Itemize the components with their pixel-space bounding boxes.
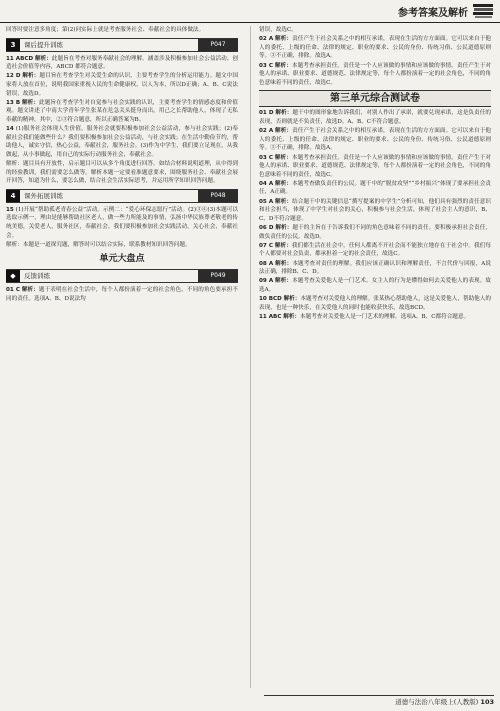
answer-03 <box>259 62 491 88</box>
answer-number: 05 A <box>259 198 274 205</box>
answer-text: 结合题干中的关键信息“撰写提案的中学生”分析可知，他们具有强烈的责任意识和社会担当，体现了中学生对社会的关心，积极参与社会生活，体现了社会主人的意识，B、C、D不符合题意。 <box>259 198 491 222</box>
answer-number: 15 <box>6 206 14 213</box>
section-badge-icon: ◆ <box>6 270 20 282</box>
test-answer-08 <box>259 260 491 277</box>
unit3-test-title: 第三单元综合测试卷 <box>259 90 491 107</box>
page-header <box>0 0 500 23</box>
section-badge: 3 <box>6 39 20 51</box>
answer-number: 11 ABCD <box>6 55 34 62</box>
answer-01 <box>6 286 238 303</box>
analysis-label: 解析： <box>275 198 293 205</box>
section-title: 课外拓展训练 <box>24 191 63 200</box>
analysis-label: 解析： <box>275 128 293 135</box>
analysis-label: 解析： <box>275 180 293 187</box>
analysis-label: 解析： <box>283 296 301 303</box>
test-answer-09 <box>259 277 491 294</box>
test-answer-02 <box>259 127 491 153</box>
section-header-extension <box>6 189 238 203</box>
test-answer-01 <box>259 109 491 126</box>
book-stack-icon <box>472 2 494 19</box>
answer-number: 02 A <box>259 128 274 135</box>
analysis-label: 解析： <box>22 73 40 80</box>
analysis-label: 解析： <box>274 154 292 161</box>
answer-number: 01 D <box>259 110 274 117</box>
answer-text: 题干的主旨在于告诉我们不同的角色意味着不同的责任。要积极承担社会责任，做负责任的公民。故选D。 <box>259 225 492 240</box>
answer-number: 10 BCD <box>259 296 282 303</box>
answer-number: 01 C <box>6 287 20 294</box>
answer-text: 题干表明在社会生活中，每个人都扮演着一定的社会角色，不同的角色要承担不同的责任。选项A、B、D说法均 <box>6 287 238 303</box>
answer-text: 责任产生于社会关系之中的相互承诺，表现在生活的方方面面。它可以来自于他人的委托、上级的任命、法律的规定、职业的要求、公民的身份、传统习俗、公民道德原则等。③不正确，排除。故选A。 <box>259 36 491 60</box>
answer-11 <box>6 55 238 72</box>
unit-summary-title: 单元大盘点 <box>99 254 145 265</box>
answer-number: 14 <box>6 126 14 133</box>
test-answer-07 <box>259 242 491 259</box>
answer-number: 11 ABC <box>259 313 282 320</box>
answer-number: 04 A <box>259 180 274 187</box>
left-column <box>6 26 238 304</box>
answer-text: 我们都生活在社会中，任何人都离不开社会而不能独立地存在于社会中。我们每个人都要对社会负责，都承担着一定的社会责任，故选C。 <box>259 242 491 258</box>
section-header-feedback <box>6 269 238 283</box>
analysis-label: 解析： <box>283 313 301 320</box>
analysis-label: 解析： <box>21 99 40 106</box>
analysis-label: 解析： <box>274 62 292 69</box>
answer-text: (1)服务社会体现人生价值，服务社会就要积极参加社会公益活动，参与社会实践；(2)奉献社会我们能做些什么？我们要积极参加社会公益活动，与社会实践；在生活中勤俭节约，帮助他人，诚实守信，热心公益，奉献社会，服务社会。(3)作为中学生，我们要立足现在，从我做起，从小事做起，用自己的实际行动服务社会，奉献社会。 <box>6 126 238 158</box>
test-answer-05 <box>259 198 491 224</box>
answer-14 <box>6 125 238 159</box>
answer-text: 责任产生于社会关系之中的相互承诺，表现在生活的方方面面。它可以来自于他人的委托、上级的任命、法律的规定、职业的要求、公民的身份、传统习俗、公民道德原则等。③不正确，排除。故选A。 <box>259 128 491 152</box>
section-title: 课后提升训练 <box>24 40 63 49</box>
answer-02 <box>259 35 491 61</box>
section-badge: 4 <box>6 190 20 202</box>
analysis-label: 解析： <box>275 278 293 285</box>
analysis-label: 解析： <box>275 36 293 43</box>
analysis-label: 解析： <box>275 260 293 267</box>
answer-number: 06 D <box>259 225 274 232</box>
continuation-text: 错误，故选C。 <box>259 27 297 33</box>
test-answer-06 <box>259 224 491 241</box>
answer-number: 12 D <box>6 73 21 80</box>
analysis-label: 解析： <box>275 225 293 232</box>
answer-14-analysis: 解析：题目具有开放性，启示题目可以从多个角度进行回答。如结合材料说明道理，从中得到的经验教训，我们需要怎么做等。解析本题一定要看准题意要求，围绕服务社会、奉献社会展开回答，知道为什么，要怎么做，结合社会生活实际思考，并运用所学知识回答问题。 <box>6 161 238 185</box>
answer-number: 13 B <box>6 99 21 106</box>
answer-12 <box>6 72 238 98</box>
answer-text: 本题考查对关爱他人的理解。张某热心帮助他人，这是关爱他人，帮助他人的表现，也是一种快乐，在关爱他人的同时也能收获快乐，故选BCD。 <box>259 296 491 311</box>
answer-13 <box>6 99 238 125</box>
answer-text: 此题旨在考查学生对自觉参与社会实践的认识，主要考查学生的情感态度和价值观。题文讲述了中南大学青年学生张某在危急关头挺身而出，用己之长帮助他人，体现了无私奉献的精神，其中，②③符合题意，所以正确答案为B。 <box>6 99 238 123</box>
answer-text: 本题考查对责任的理解。我们应该正确认识和理解责任，不言代价与回报，A说法正确，排除B、C、D。 <box>259 260 492 276</box>
footer-book-label: 道德与法治八年级上(人教版) <box>395 698 479 706</box>
answer-text: 本题考查对关爱他人是一门艺术的理解。选项A、B、C都符合题意。 <box>300 313 470 320</box>
test-answer-03 <box>259 154 491 180</box>
answer-15 <box>6 206 238 240</box>
section-header-after-class <box>6 38 238 52</box>
analysis-label: 解析： <box>275 110 293 117</box>
answer-number: 09 A <box>259 278 274 285</box>
answer-number: 07 C <box>259 242 273 249</box>
header-title: 参考答案及解析 <box>398 8 468 19</box>
answer-text: (1)开展“帮助孤老青春公益”活动。示例二：“爱心环保志愿行”活动。(2)③④(3)本题可以选取示例一，理由是能够帮助社区老人，做一些力所能及的事情，弘扬中华民族尊老敬老的传统美德，关爱老人，服务社区，奉献社会。我们要积极参加社会实践活动，关心社会，奉献社会。 <box>6 206 238 239</box>
answer-text: 本题考查承担责任。责任是一个人应该做的事情和应该做的事情。责任产生于对他人的承诺、职业要求、道德规范、法律规定等，每个人都扮演着一定的社会角色，不同的角色意味着不同的责任，故选C。 <box>259 154 491 178</box>
answer-text: 本题考查承担责任。责任是一个人应该做的事情和应该做的事情。责任产生于对他人的承诺、职业要求、道德规范、法律规定等，每个人都扮演着一定的社会角色，不同的角色意味着不同的责任，故选C。 <box>259 62 491 86</box>
answer-number: 03 C <box>259 62 273 69</box>
section-page-ref: P047 <box>198 39 238 51</box>
answer-text: 题干中的图形象地告诉我们，对别人作出了承诺，就要兑现承诺，这是负责任的表现，否则就是不负责任，故选D。A、B、C不符合题意。 <box>259 110 492 125</box>
section-page-ref: P049 <box>198 270 238 282</box>
page-number: 103 <box>480 698 494 706</box>
answer-text: 本题考查关爱他人是一门艺术。女主人的行为是懂得如何去关爱他人的表现。故选A。 <box>259 278 491 293</box>
intro-paragraph: 回答时要注意多角度；第(2)问实际上就是考查服务社会、奉献社会的具体做法。 <box>6 27 205 33</box>
section-page-ref: P048 <box>198 190 238 202</box>
analysis-label: 解析： <box>34 55 52 62</box>
answer-text: 本题考查做负责任的公民。题干中的“脱贫攻坚”“乡村振兴”体现了要承担社会责任，A正确。 <box>259 180 491 196</box>
analysis-label: 解析： <box>274 242 292 249</box>
column-divider <box>250 26 251 688</box>
test-answer-11 <box>259 313 491 322</box>
answer-text: 此题旨在考查对服务奉献社会的理解。涵盖涉及积极参加社会公益活动、创造社会价值等内容，ABCD 都符合题意。 <box>6 55 238 71</box>
answer-text: 题目旨在考查学生对关爱生命的认识，主要考查学生的分析运用能力。题文中国家将人放在首位，说明我国家重视人民的生命健康权，以人为本，所以D正确；A、B、C说法错误，故选D。 <box>6 73 239 97</box>
answer-number: 03 C <box>259 154 273 161</box>
answer-number: 08 A <box>259 260 274 267</box>
answer-15-analysis: 解析：本题是一道探究题，解答时可以结合实际，联系教材知识回答问题。 <box>6 241 191 248</box>
right-column <box>259 26 491 322</box>
section-title: 反馈训练 <box>24 272 50 281</box>
test-answer-10 <box>259 295 491 312</box>
test-answer-04 <box>259 180 491 197</box>
page-footer <box>264 695 494 708</box>
answer-number: 02 A <box>259 36 274 43</box>
analysis-label: 解析： <box>21 287 39 294</box>
